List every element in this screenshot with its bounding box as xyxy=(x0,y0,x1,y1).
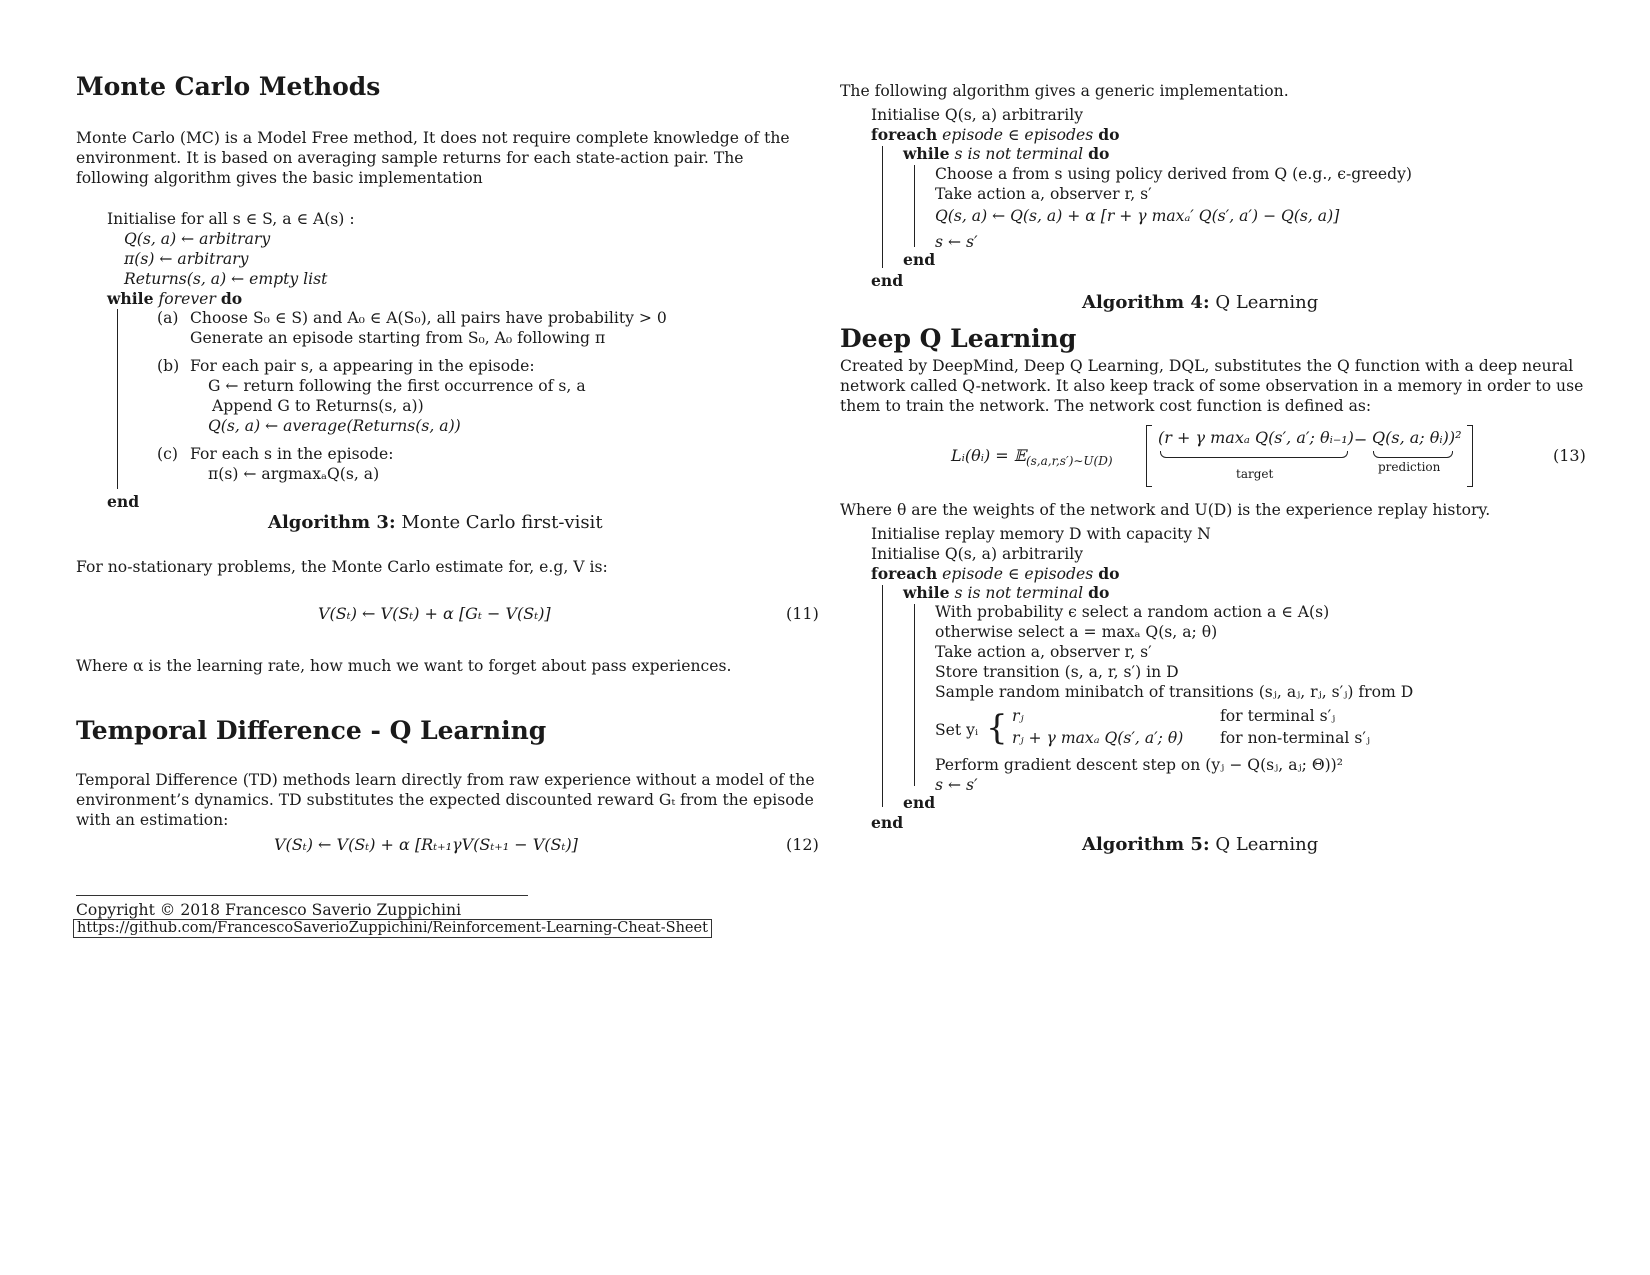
alg-while-line xyxy=(903,144,1109,164)
foreach-condition: episode ∈ episodes xyxy=(942,126,1094,144)
alg-line: otherwise select a = maxₐ Q(s, a; θ) xyxy=(935,623,1218,641)
section-heading-monte-carlo: Monte Carlo Methods xyxy=(76,72,381,101)
section-heading-temporal-difference: Temporal Difference - Q Learning xyxy=(76,716,547,745)
cases-brace: { xyxy=(986,708,1008,748)
keyword-do: do xyxy=(1088,583,1110,602)
alg-line: Q(s, a) ← Q(s, a) + α [r + γ maxₐ′ Q(s′, a′) − Q(s, a)] xyxy=(935,207,1340,225)
alg-line: Initialise Q(s, a) arbitrarily xyxy=(871,106,1084,124)
nonstationary-text xyxy=(76,557,608,577)
keyword-end: end xyxy=(903,793,936,812)
alg-line: Initialise Q(s, a) arbitrarily xyxy=(871,545,1084,563)
equation-11: V(Sₜ) ← V(Sₜ) + α [Gₜ − V(Sₜ)] xyxy=(318,604,551,623)
eq13-minus: − xyxy=(1354,430,1368,449)
prediction-label: prediction xyxy=(1378,460,1441,474)
case2-condition: for non-terminal s′ⱼ xyxy=(1220,729,1370,747)
alg-line: Take action a, observer r, s′ xyxy=(935,185,1152,203)
alg-while-line xyxy=(107,289,242,309)
alg-line: π(s) ← argmaxₐQ(s, a) xyxy=(208,465,380,483)
case1-value: rⱼ xyxy=(1012,707,1024,725)
text-line: Temporal Difference (TD) methods learn directly from raw experience without a model of the xyxy=(76,771,815,789)
caption-title: Q Learning xyxy=(1215,292,1319,313)
generic-intro xyxy=(840,81,1289,101)
caption-label: Algorithm 4: xyxy=(1082,292,1210,313)
equation-number: (12) xyxy=(786,835,819,854)
keyword-end: end xyxy=(903,250,936,269)
alg-line: With probability ϵ select a random action a ∈ A(s) xyxy=(935,603,1330,621)
text-line: Monte Carlo (MC) is a Model Free method, It does not require complete knowledge of the xyxy=(76,129,790,147)
theta-note xyxy=(840,500,1490,520)
target-underbrace xyxy=(1160,451,1348,458)
foreach-condition: episode ∈ episodes xyxy=(942,565,1094,583)
alg-line: Q(s, a) ← arbitrary xyxy=(124,230,271,248)
alg-line: For each pair s, a appearing in the episode: xyxy=(190,357,535,375)
while-condition: forever xyxy=(158,290,216,308)
alg-line: π(s) ← arbitrary xyxy=(124,250,249,268)
step-label: (a) xyxy=(157,309,179,327)
keyword-while: while xyxy=(107,289,154,308)
alg-line: For each s in the episode: xyxy=(190,445,394,463)
alg-line: G ← return following the first occurrence of s, a xyxy=(208,377,586,395)
alg-line: s ← s′ xyxy=(935,776,978,794)
algorithm-4-caption xyxy=(1082,292,1318,313)
keyword-foreach: foreach xyxy=(871,564,938,583)
caption-title: Q Learning xyxy=(1215,834,1319,855)
equation-12: V(Sₜ) ← V(Sₜ) + α [Rₜ₊₁γV(Sₜ₊₁ − V(Sₜ)] xyxy=(274,835,578,854)
alg-line: Take action a, observer r, s′ xyxy=(935,643,1152,661)
github-link[interactable]: https://github.com/FrancescoSaverioZuppichini/Reinforcement-Learning-Cheat-Sheet xyxy=(73,919,712,938)
eq13-prediction: Q(s, a; θᵢ))² xyxy=(1372,428,1462,447)
keyword-end: end xyxy=(107,492,140,511)
text-line: For no-stationary problems, the Monte Carlo estimate for, e.g, V is: xyxy=(76,558,608,576)
alg-line: Sample random minibatch of transitions (sⱼ, aⱼ, rⱼ, s′ⱼ) from D xyxy=(935,683,1414,701)
td-intro-paragraph xyxy=(76,770,815,830)
text-line: Created by DeepMind, Deep Q Learning, DQL, substitutes the Q function with a deep neural xyxy=(840,357,1574,375)
left-bracket xyxy=(1146,425,1152,487)
block-bar xyxy=(117,309,118,489)
text-line: them to train the network. The network cost function is defined as: xyxy=(840,397,1372,415)
alg-line: Store transition (s, a, r, s′) in D xyxy=(935,663,1179,681)
eq13-lhs xyxy=(951,446,1113,468)
while-condition: s is not terminal xyxy=(954,584,1084,602)
alg-line: Initialise replay memory D with capacity N xyxy=(871,525,1211,543)
eq13-target: (r + γ maxₐ Q(s′, a′; θᵢ₋₁) xyxy=(1158,428,1354,447)
alg-foreach-line xyxy=(871,125,1120,145)
alg-foreach-line xyxy=(871,564,1120,584)
step-label: (c) xyxy=(157,445,178,463)
block-bar xyxy=(882,585,883,807)
alg-line: Choose a from s using policy derived from Q (e.g., ϵ-greedy) xyxy=(935,165,1412,183)
text-line: The following algorithm gives a generic implementation. xyxy=(840,82,1289,100)
alg-line: Returns(s, a) ← empty list xyxy=(124,270,328,288)
text-line: Where θ are the weights of the network and U(D) is the experience replay history. xyxy=(840,501,1491,519)
while-condition: s is not terminal xyxy=(954,145,1084,163)
alpha-note xyxy=(76,656,731,676)
alg-line: Choose S₀ ∈ S) and A₀ ∈ A(S₀), all pairs have probability > 0 xyxy=(190,309,667,327)
alg-while-line xyxy=(903,583,1109,603)
keyword-do: do xyxy=(1088,144,1110,163)
caption-label: Algorithm 5: xyxy=(1082,834,1210,855)
section-heading-deep-q-learning: Deep Q Learning xyxy=(840,324,1077,353)
footnote-rule xyxy=(76,895,528,896)
keyword-foreach: foreach xyxy=(871,125,938,144)
alg-line: s ← s′ xyxy=(935,233,978,251)
target-label: target xyxy=(1236,467,1274,481)
block-bar xyxy=(914,604,915,786)
mc-intro-paragraph xyxy=(76,128,790,188)
caption-label: Algorithm 3: xyxy=(268,512,396,533)
step-label: (b) xyxy=(157,357,180,375)
text-line: with an estimation: xyxy=(76,811,229,829)
keyword-end: end xyxy=(871,813,904,832)
text-line: network called Q-network. It also keep track of some observation in a memory in order to use xyxy=(840,377,1584,395)
case2-value: rⱼ + γ maxₐ Q(s′, a′; θ) xyxy=(1012,729,1184,747)
eq13-subscript: (s,a,r,s′)∼U(D) xyxy=(1025,454,1113,469)
alg-line: Initialise for all s ∈ S, a ∈ A(s) : xyxy=(107,210,355,228)
case1-condition: for terminal s′ⱼ xyxy=(1220,707,1336,725)
keyword-while: while xyxy=(903,144,950,163)
set-target-label: Set yᵢ xyxy=(935,721,979,739)
equation-number: (11) xyxy=(786,604,819,623)
block-bar xyxy=(882,146,883,268)
text-line: environment. It is based on averaging sample returns for each state-action pair. The xyxy=(76,149,744,167)
equation-number: (13) xyxy=(1553,446,1586,465)
keyword-do: do xyxy=(1098,564,1120,583)
keyword-end: end xyxy=(871,271,904,290)
alg-line: Q(s, a) ← average(Returns(s, a)) xyxy=(208,417,461,435)
dql-intro-paragraph xyxy=(840,356,1583,416)
prediction-underbrace xyxy=(1373,451,1453,458)
keyword-while: while xyxy=(903,583,950,602)
eq13-lhs-text: Lᵢ(θᵢ) = 𝔼 xyxy=(951,446,1026,465)
text-line: Where α is the learning rate, how much we want to forget about pass experiences. xyxy=(76,657,732,675)
alg-line: Generate an episode starting from S₀, A₀ following π xyxy=(190,329,606,347)
text-line: Copyright © 2018 Francesco Saverio Zuppichini xyxy=(76,901,462,919)
alg-line: Perform gradient descent step on (yⱼ − Q(sⱼ, aⱼ; Θ))² xyxy=(935,756,1344,774)
text-line: following algorithm gives the basic implementation xyxy=(76,169,483,187)
keyword-do: do xyxy=(220,289,243,308)
right-bracket xyxy=(1467,425,1473,487)
copyright-notice xyxy=(76,900,461,920)
keyword-do: do xyxy=(1098,125,1120,144)
caption-title: Monte Carlo first-visit xyxy=(401,512,603,533)
algorithm-3-caption xyxy=(268,512,603,533)
block-bar xyxy=(914,165,915,247)
algorithm-5-caption xyxy=(1082,834,1318,855)
alg-line: Append G to Returns(s, a)) xyxy=(212,397,424,415)
text-line: environment’s dynamics. TD substitutes the expected discounted reward Gₜ from the episode xyxy=(76,791,814,809)
